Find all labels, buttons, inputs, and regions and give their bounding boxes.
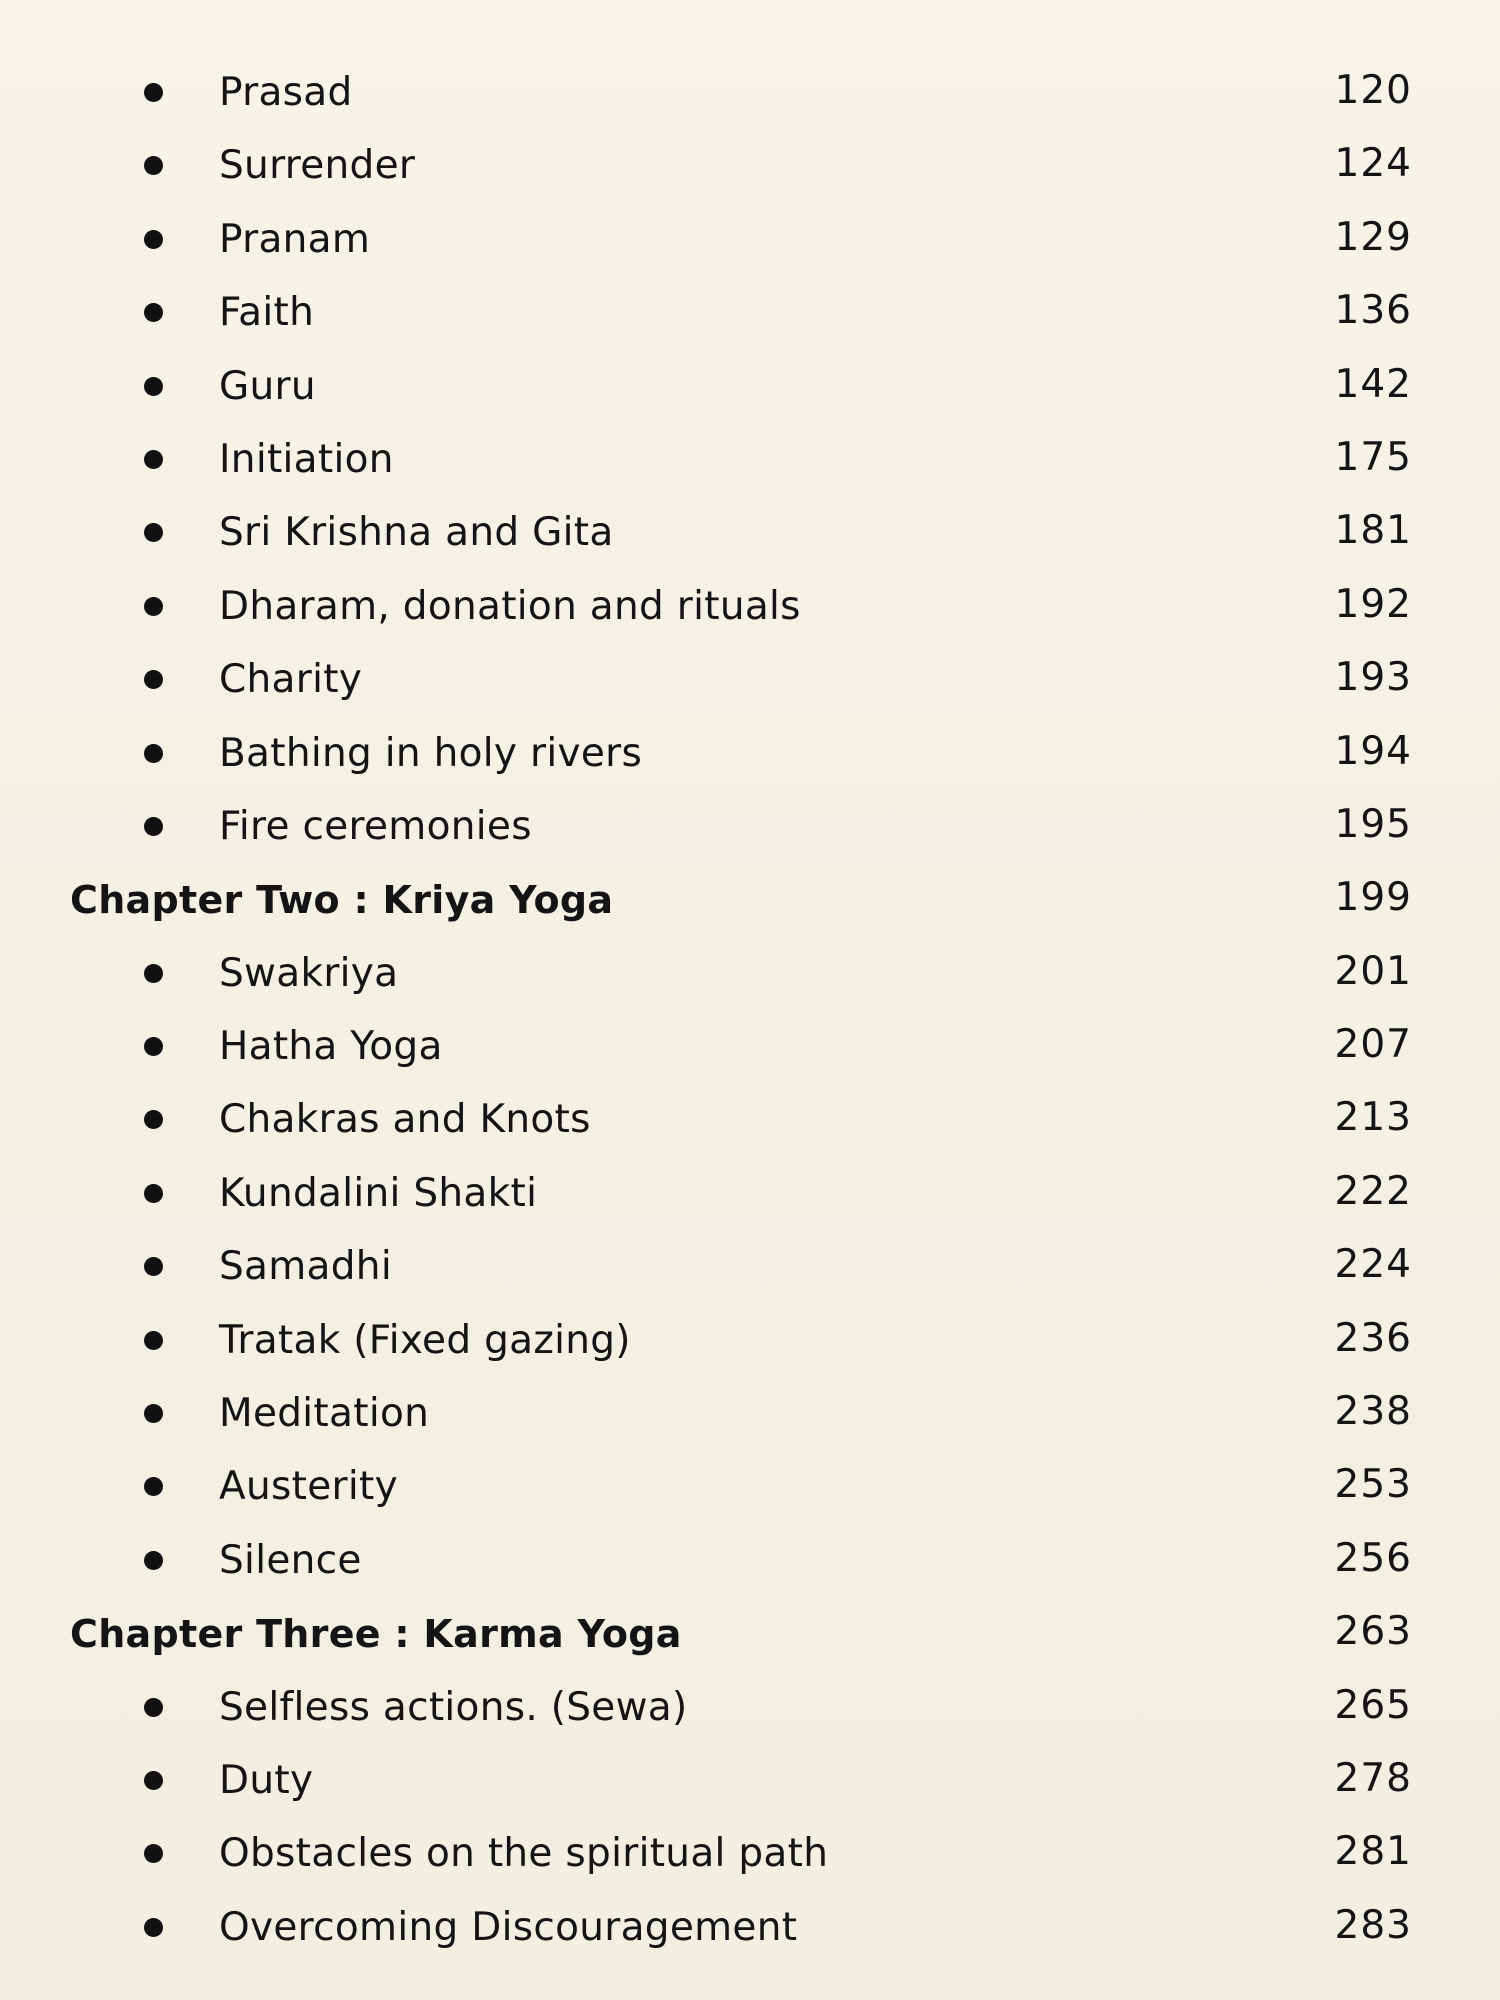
toc-entry	[0, 496, 1500, 569]
page-number: 192	[1334, 581, 1412, 627]
bullet-icon	[144, 1698, 163, 1717]
entry-title: Dharam, donation and rituals	[219, 583, 801, 629]
bullet-icon	[144, 1037, 163, 1056]
bullet-icon	[144, 1844, 163, 1863]
toc-entry	[0, 1671, 1500, 1744]
page-number: 142	[1334, 361, 1412, 407]
toc-entry	[0, 350, 1500, 423]
entry-title: Kundalini Shakti	[219, 1170, 538, 1216]
toc-entry	[0, 1891, 1500, 1964]
bullet-icon	[144, 964, 163, 983]
toc-entry	[0, 937, 1500, 1010]
page-number: 236	[1334, 1315, 1412, 1361]
page-number: 199	[1334, 875, 1412, 921]
toc-entry	[0, 1010, 1500, 1083]
toc-entry	[0, 423, 1500, 496]
toc-entry	[0, 203, 1500, 276]
page-number: 124	[1334, 141, 1412, 187]
page-number: 201	[1334, 948, 1412, 994]
page-number: 281	[1334, 1829, 1412, 1875]
toc-entry	[0, 1083, 1500, 1156]
bullet-icon	[144, 670, 163, 689]
chapter-title: Chapter Two : Kriya Yoga	[70, 878, 614, 923]
entry-title: Guru	[219, 363, 316, 409]
bullet-icon	[144, 1918, 163, 1937]
page-number: 213	[1334, 1095, 1412, 1141]
bullet-icon	[144, 597, 163, 616]
toc-entry	[0, 129, 1500, 202]
entry-title: Bathing in holy rivers	[219, 730, 643, 776]
toc-entry	[0, 1450, 1500, 1523]
bullet-icon	[144, 817, 163, 836]
entry-title: Faith	[219, 290, 315, 336]
toc-entry	[0, 1744, 1500, 1817]
page-number: 265	[1334, 1682, 1412, 1728]
entry-title: Tratak (Fixed gazing)	[219, 1317, 631, 1363]
bullet-icon	[144, 1404, 163, 1423]
page-number: 136	[1334, 288, 1412, 334]
toc-entry	[0, 643, 1500, 716]
entry-title: Meditation	[219, 1391, 430, 1437]
toc-entry	[0, 790, 1500, 863]
page-number: 129	[1334, 214, 1412, 260]
entry-title: Austerity	[219, 1464, 398, 1510]
bullet-icon	[144, 1477, 163, 1496]
entry-title: Selfless actions. (Sewa)	[219, 1684, 688, 1730]
bullet-icon	[144, 83, 163, 102]
bullet-icon	[144, 230, 163, 249]
toc-chapter-heading	[0, 1597, 1500, 1670]
bullet-icon	[144, 1257, 163, 1276]
toc-entry	[0, 1524, 1500, 1597]
bullet-icon	[144, 1110, 163, 1129]
page-number: 283	[1334, 1902, 1412, 1948]
entry-title: Swakriya	[219, 950, 399, 996]
entry-title: Initiation	[219, 436, 394, 482]
toc-chapter-heading	[0, 863, 1500, 936]
bullet-icon	[144, 377, 163, 396]
page-number: 195	[1334, 801, 1412, 847]
page-number: 263	[1334, 1609, 1412, 1655]
page-number: 222	[1334, 1168, 1412, 1214]
entry-title: Obstacles on the spiritual path	[219, 1831, 829, 1877]
page-number: 181	[1334, 508, 1412, 554]
entry-title: Prasad	[219, 70, 353, 115]
toc-entry	[0, 56, 1500, 129]
page-number: 207	[1334, 1022, 1412, 1068]
page-number: 238	[1334, 1389, 1412, 1435]
bullet-icon	[144, 1184, 163, 1203]
page-number: 175	[1334, 434, 1412, 480]
bullet-icon	[144, 1771, 163, 1790]
bullet-icon	[144, 523, 163, 542]
page-number: 194	[1334, 728, 1412, 774]
entry-title: Pranam	[219, 216, 371, 262]
bullet-icon	[144, 450, 163, 469]
bullet-icon	[144, 1331, 163, 1350]
toc-entry	[0, 1230, 1500, 1303]
bullet-icon	[144, 744, 163, 763]
page-number: 256	[1334, 1535, 1412, 1581]
toc-entry	[0, 1817, 1500, 1890]
toc-entry	[0, 1377, 1500, 1450]
entry-title: Duty	[219, 1757, 314, 1803]
bullet-icon	[144, 156, 163, 175]
entry-title: Chakras and Knots	[219, 1097, 591, 1143]
entry-title: Surrender	[219, 143, 416, 189]
table-of-contents	[0, 56, 1500, 1964]
toc-entry	[0, 1304, 1500, 1377]
toc-entry	[0, 570, 1500, 643]
toc-entry	[0, 276, 1500, 349]
entry-title: Fire ceremonies	[219, 803, 532, 849]
page-number: 253	[1334, 1462, 1412, 1508]
entry-title: Hatha Yoga	[219, 1024, 443, 1070]
entry-title: Sri Krishna and Gita	[219, 510, 614, 556]
entry-title: Samadhi	[219, 1244, 392, 1290]
toc-entry	[0, 717, 1500, 790]
page-number: 193	[1334, 655, 1412, 701]
entry-title: Overcoming Discouragement	[219, 1904, 798, 1950]
chapter-title: Chapter Three : Karma Yoga	[70, 1612, 682, 1657]
page-number: 278	[1334, 1755, 1412, 1801]
entry-title: Silence	[219, 1537, 362, 1583]
bullet-icon	[144, 303, 163, 322]
toc-entry	[0, 1157, 1500, 1230]
page-number: 120	[1334, 68, 1412, 113]
bullet-icon	[144, 1551, 163, 1570]
page-number: 224	[1334, 1242, 1412, 1288]
entry-title: Charity	[219, 657, 363, 703]
